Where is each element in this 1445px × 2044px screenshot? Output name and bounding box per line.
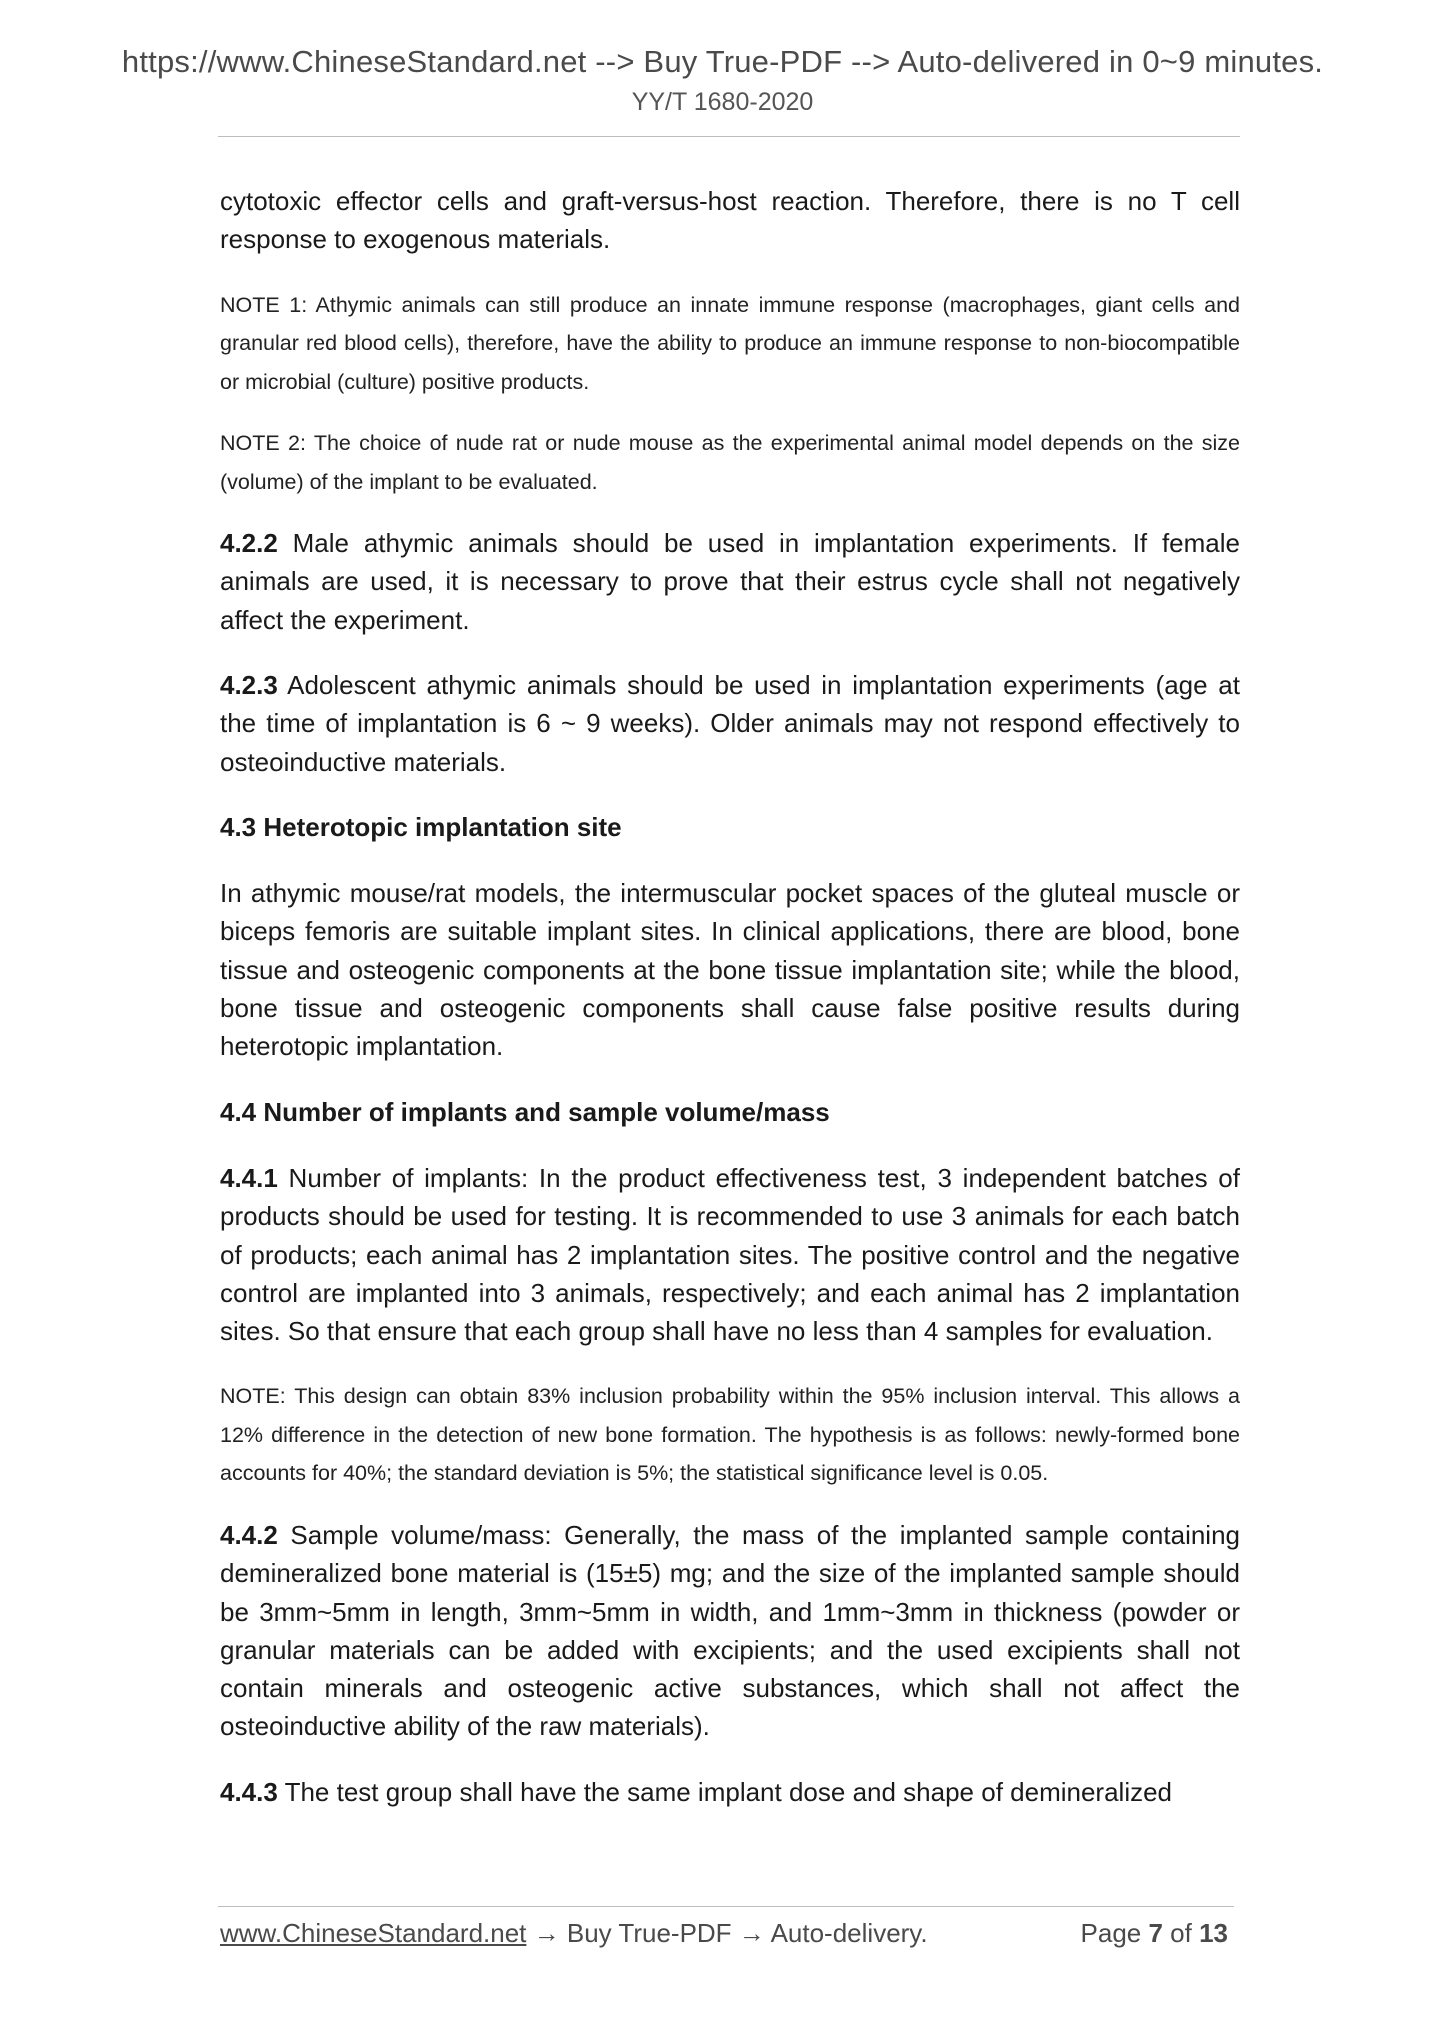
clause-text: Sample volume/mass: Generally, the mass of the implanted sample containing demineralized bone material is (15±5) mg; and the size of the implanted sample should be 3mm~5mm in length, 3mm~5mm in width, and 1mm~3mm in thickness (powder or granular materials can be added with excipients; and the used excipients shall not contain minerals and osteogenic active substances, which shall not affect the osteoinductive ability of the raw materials). [220,1519,1240,1742]
clause-4-4-2 [220,1516,1240,1746]
clause-text: Male athymic animals should be used in implantation experiments. If female animals are used, it is necessary to prove that their estrus cycle shall not negatively affect the experiment. [220,528,1240,635]
page-current: 7 [1148,1918,1163,1948]
footer-left [220,1918,928,1949]
page-total: 13 [1199,1918,1228,1948]
section-heading-4-4: 4.4 Number of implants and sample volume/mass [220,1096,830,1127]
clause-4-4-1 [220,1159,1240,1350]
page-footer [220,1918,1234,1958]
clause-text: The test group shall have the same implant dose and shape of demineralized [277,1776,1173,1807]
section-heading-4-3: 4.3 Heterotopic implantation site [220,811,622,842]
note-1: NOTE 1: Athymic animals can still produce an innate immune response (macrophages, giant cells and granular red blood cells), therefore, have the ability to produce an immune response to non-biocompatible or microbial (culture) positive products. [220,292,1240,394]
footer-site-link[interactable]: www.ChineseStandard.net [220,1918,527,1948]
clause-number: 4.4.1 [220,1162,278,1193]
page-label: Page [1080,1918,1149,1948]
clause-4-2-3 [220,666,1240,781]
clause-number: 4.2.3 [220,669,278,700]
header-divider [218,136,1240,137]
clause-text: Number of implants: In the product effectiveness test, 3 independent batches of products should be used for testing. It is recommended to use 3 animals for each batch of products; each animal has 2 implantation sites. The positive control and the negative control are implanted into 3 animals, respectively; and each animal has 2 implantation sites. So that ensure that each group shall have no less than 4 samples for evaluation. [220,1162,1240,1347]
clause-number: 4.4.2 [220,1519,278,1550]
paragraph-continuation: cytotoxic effector cells and graft-versus-host reaction. Therefore, there is no T cell response to exogenous materials. [220,186,1240,255]
of-label: of [1162,1918,1200,1948]
clause-number: 4.4.3 [220,1776,278,1807]
clause-text: Adolescent athymic animals should be used in implantation experiments (age at the time of implantation is 6 ~ 9 weeks). Older animals may not respond effectively to osteoinductive materials. [220,669,1240,777]
page-content [220,182,1240,1838]
clause-number: 4.2.2 [220,528,278,559]
top-banner: https://www.ChineseStandard.net --> Buy True-PDF --> Auto-delivered in 0~9 minutes. [121,44,1324,79]
page-number [1081,1918,1228,1949]
footer-divider [218,1906,1234,1907]
footer-tagline: → Buy True-PDF → Auto-delivery. [526,1918,928,1948]
note-2: NOTE 2: The choice of nude rat or nude mouse as the experimental animal model depends on the size (volume) of the implant to be evaluated. [220,431,1240,494]
clause-4-2-2 [220,524,1240,639]
standard-code: YY/T 1680-2020 [631,88,814,116]
paragraph-4-3: In athymic mouse/rat models, the intermuscular pocket spaces of the gluteal muscle or biceps femoris are suitable implant sites. In clinical applications, there are blood, bone tissue and osteogenic components at the bone tissue implantation site; while the blood, bone tissue and osteogenic components shall cause false positive results during heterotopic implantation. [220,878,1240,1062]
clause-4-4-3 [220,1773,1240,1811]
note-3: NOTE: This design can obtain 83% inclusion probability within the 95% inclusion interval. This allows a 12% difference in the detection of new bone formation. The hypothesis is as follows: newly-formed bone accounts for 40%; the standard deviation is 5%; the statistical significance level is 0.05. [220,1384,1240,1486]
